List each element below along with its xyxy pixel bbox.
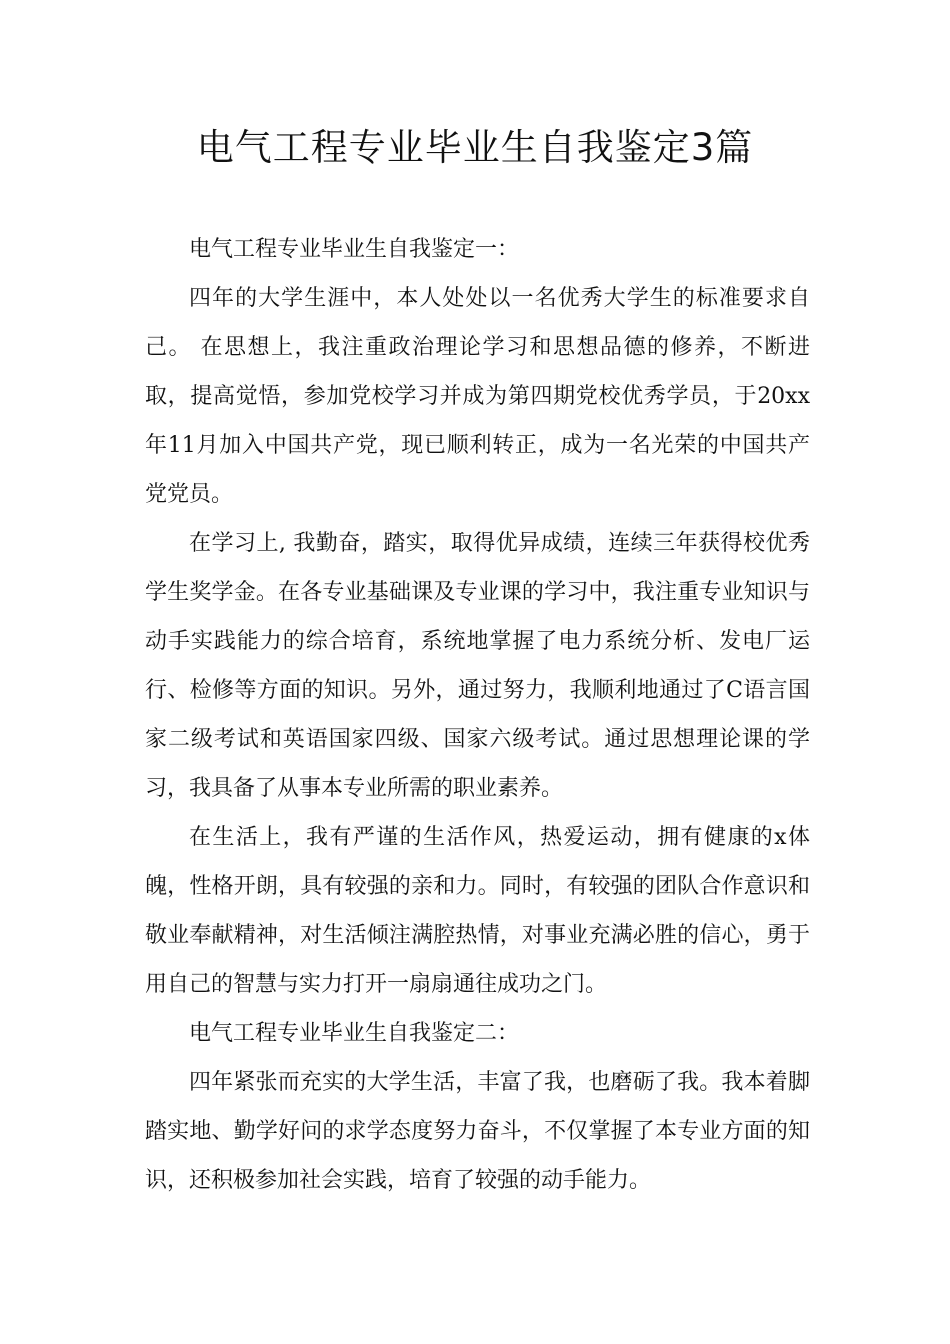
section-heading-1: 电气工程专业毕业生自我鉴定一： — [189, 237, 520, 262]
section-heading-2: 电气工程专业毕业生自我鉴定二： — [189, 1021, 520, 1046]
document-body — [145, 225, 810, 1205]
paragraph: 四年的大学生涯中，本人处处以一名优秀大学生的标准要求自己。 在思想上，我注重政治理论学习和思想品德的修养，不断进取，提高觉悟，参加党校学习并成为第四期党校优秀学员，于20xx年11月加入中国共产党，现已顺利转正，成为一名光荣的中国共产党党员。 — [145, 286, 810, 507]
paragraph: 在生活上，我有严谨的生活作风，热爱运动，拥有健康的x体魄，性格开朗，具有较强的亲和力。同时，有较强的团队合作意识和敬业奉献精神，对生活倾注满腔热情，对事业充满必胜的信心，勇于用自己的智慧与实力打开一扇扇通往成功之门。 — [145, 825, 810, 997]
document-title: 电气工程专业毕业生自我鉴定3篇 — [196, 126, 754, 169]
paragraph: 在学习上, 我勤奋，踏实，取得优异成绩，连续三年获得校优秀学生奖学金。在各专业基础课及专业课的学习中，我注重专业知识与动手实践能力的综合培育，系统地掌握了电力系统分析、发电厂运行、检修等方面的知识。另外，通过努力，我顺利地通过了C语言国家二级考试和英语国家四级、国家六级考试。通过思想理论课的学习，我具备了从事本专业所需的职业素养。 — [145, 531, 810, 801]
paragraph: 四年紧张而充实的大学生活，丰富了我，也磨砺了我。我本着脚踏实地、勤学好问的求学态度努力奋斗，不仅掌握了本专业方面的知识，还积极参加社会实践，培育了较强的动手能力。 — [145, 1070, 810, 1193]
